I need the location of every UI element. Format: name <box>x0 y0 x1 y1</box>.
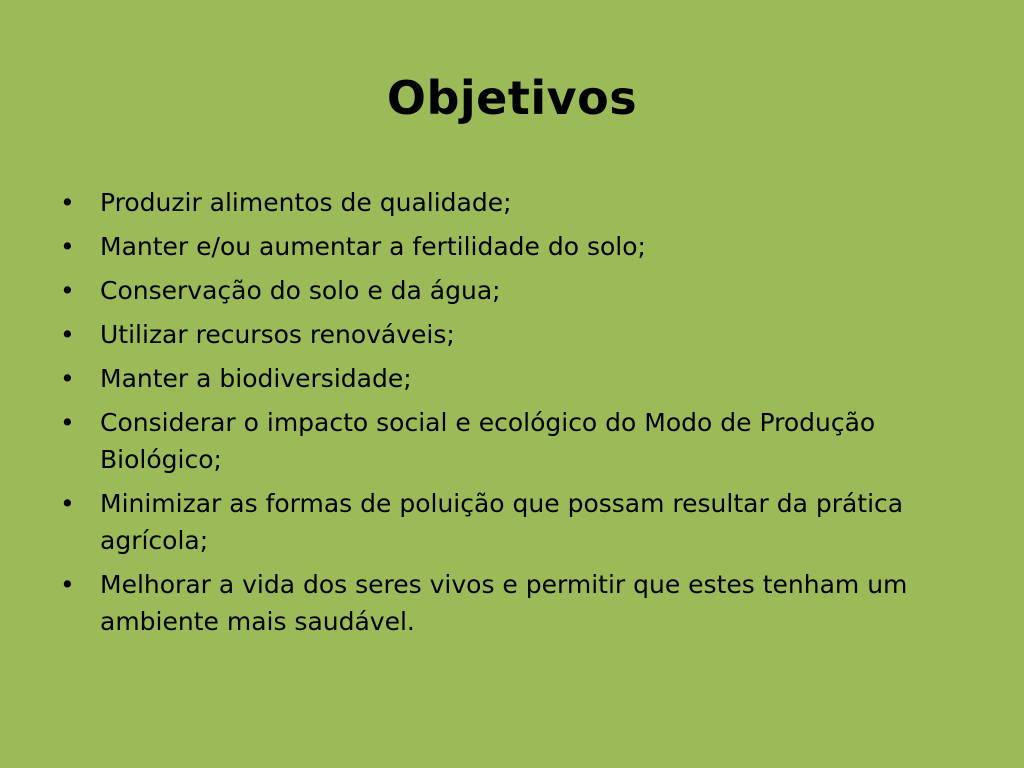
list-item <box>58 485 958 559</box>
list-item <box>58 566 958 640</box>
list-item <box>58 272 958 309</box>
list-item-text: Melhorar a vida dos seres vivos e permitir que estes tenham um ambiente mais saudável. <box>100 570 908 636</box>
bullet-icon: • <box>60 364 75 393</box>
bullet-icon: • <box>60 408 75 437</box>
list-item-text: Manter a biodiversidade; <box>100 364 412 393</box>
bullet-icon: • <box>60 232 75 261</box>
bullet-icon: • <box>60 188 75 217</box>
bullet-icon: • <box>60 320 75 349</box>
list-item <box>58 228 958 265</box>
list-item-text: Considerar o impacto social e ecológico do Modo de Produção Biológico; <box>100 408 876 474</box>
list-item <box>58 360 958 397</box>
list-item-text: Conservação do solo e da água; <box>100 276 501 305</box>
slide-title: Objetivos <box>386 71 638 125</box>
list-item-text: Manter e/ou aumentar a fertilidade do solo; <box>100 232 646 261</box>
bullet-icon: • <box>60 570 75 599</box>
list-item-text: Utilizar recursos renováveis; <box>100 320 455 349</box>
list-item-text: Minimizar as formas de poluição que possam resultar da prática agrícola; <box>100 489 904 555</box>
list-item <box>58 316 958 353</box>
list-item-text: Produzir alimentos de qualidade; <box>100 188 512 217</box>
bullet-icon: • <box>60 276 75 305</box>
bullet-icon: • <box>60 489 75 518</box>
list-item <box>58 404 958 478</box>
list-item <box>58 184 958 221</box>
objectives-list <box>58 184 958 647</box>
